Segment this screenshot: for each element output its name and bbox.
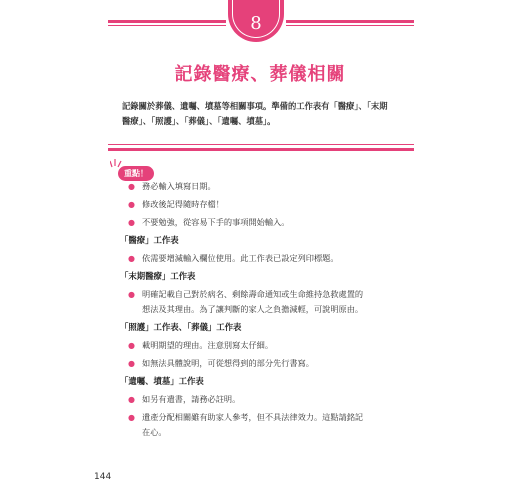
- bullet-dot-icon: ●: [128, 182, 135, 191]
- section-heading: 「醫療」工作表: [120, 235, 179, 245]
- list-item: [120, 392, 420, 407]
- bullet-dot-icon: ●: [128, 290, 135, 299]
- list-item: [120, 215, 420, 230]
- page-number: 144: [94, 472, 112, 482]
- bullet-dot-icon: ●: [128, 218, 135, 227]
- key-points-content: [120, 179, 420, 443]
- bullet-dot-icon: ●: [128, 341, 135, 350]
- list-item-text: 在心。: [142, 427, 167, 437]
- intro-paragraph: [122, 99, 412, 129]
- list-item: [120, 197, 420, 212]
- header-rule-left: [108, 20, 226, 23]
- list-item-text: 務必輸入填寫日期。: [142, 181, 216, 191]
- list-item-text: 遺產分配相關雖有助家人參考，但不具法律效力。這點請銘記: [142, 412, 364, 422]
- list-item: [120, 287, 420, 317]
- list-item-text: 修改後記得隨時存檔！: [142, 199, 224, 209]
- divider-thin: [108, 144, 414, 145]
- chapter-badge: [228, 0, 284, 42]
- list-item: [120, 251, 420, 266]
- list-item-text: 明確記載自己對於病名、剩餘壽命通知或生命維持急救處置的: [142, 289, 364, 299]
- key-points-badge: 重點！: [118, 166, 154, 181]
- list-item-text: 依需要增減輸入欄位使用。此工作表已設定列印標題。: [142, 253, 339, 263]
- list-item-text: 如另有遺書，請務必註明。: [142, 394, 241, 404]
- header-rule-left-thin: [108, 25, 226, 26]
- header-rule-right-thin: [286, 25, 414, 26]
- list-item-text: 想法及其理由。為了讓判斷的家人之負擔減輕，可說明原由。: [142, 304, 364, 314]
- chapter-number: 8: [250, 12, 262, 34]
- bullet-dot-icon: ●: [128, 254, 135, 263]
- list-item-text: 不要勉強，從容易下手的事項開始輸入。: [142, 217, 290, 227]
- intro-line: 記錄關於葬儀、遺囑、墳墓等相關事項。準備的工作表有「醫療」、「末期: [122, 101, 388, 111]
- section-heading: 「遺囑、墳墓」工作表: [120, 376, 204, 386]
- bullet-dot-icon: ●: [128, 359, 135, 368]
- list-item-text: 如無法具體說明，可從想得到的部分先行書寫。: [142, 358, 314, 368]
- list-item: [120, 356, 420, 371]
- list-item: [120, 338, 420, 353]
- bullet-dot-icon: ●: [128, 395, 135, 404]
- bullet-dot-icon: ●: [128, 200, 135, 209]
- list-item: [120, 410, 420, 440]
- section-heading: 「照護」工作表、「葬儀」工作表: [120, 322, 242, 332]
- intro-line: 醫療」、「照護」、「葬儀」、「遺囑、墳墓」。: [122, 116, 276, 126]
- list-item: [120, 179, 420, 194]
- header-rule-right: [286, 20, 414, 23]
- list-item-text: 載明期望的理由。注意別寫太仔細。: [142, 340, 274, 350]
- divider-thick: [108, 148, 414, 151]
- page-title: 記錄醫療、葬儀相關: [174, 64, 346, 85]
- bullet-dot-icon: ●: [128, 413, 135, 422]
- section-heading: 「末期醫療」工作表: [120, 271, 196, 281]
